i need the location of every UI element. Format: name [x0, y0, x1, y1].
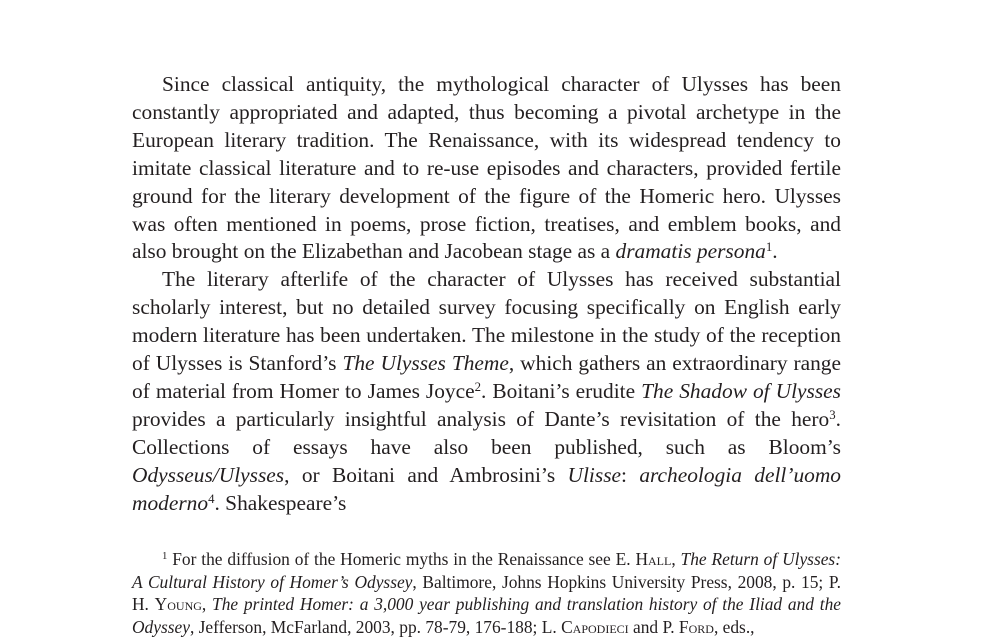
footnote-ref-3: 3	[829, 407, 836, 422]
footnote-1-comma-1: ,	[671, 549, 681, 569]
author-young: Young	[154, 594, 202, 615]
title-return-of-ulysses: The Return of Ulysses: A Cultural History of Homer’s Odyssey	[132, 549, 841, 592]
paragraph-2-text-a: The literary afterlife of the character of Ulysses has received substantial scholarly interest, but no detailed survey focusing specifically on English early modern literature has been undertaken. The milestone in the study of the reception of Ulysses is Stanford’s	[132, 267, 841, 376]
paragraph-1-end: .	[772, 239, 778, 264]
paragraph-2-text-d: provides a particularly insightful analysis of Dante’s revisitation of the hero	[132, 406, 830, 431]
italic-ulisse: Ulisse	[567, 462, 622, 487]
footnote-1-text-b: , Baltimore, Johns Hopkins University Press, 2008, p. 15; P. H.	[132, 571, 841, 615]
footnotes	[132, 548, 841, 638]
author-hall: Hall	[635, 549, 672, 569]
footnote-1-text-c: , Jefferson, McFarland, 2003, pp. 78-79, 176-188; L.	[189, 616, 562, 637]
italic-shadow-of-ulysses: The Shadow of Ulysses	[641, 378, 841, 403]
main-text	[132, 71, 841, 518]
paragraph-2-text-g: . Shakespeare’s	[214, 490, 347, 515]
paragraph-1-text: Since classical antiquity, the mythological character of Ulysses has been constantly appropriated and adapted, thus becoming a pivotal archetype in the European literary tradition. The Renaissance, with its widespread tendency to imitate classical literature and to re-use episodes and characters, provided fertile ground for the literary development of the figure of the Homeric hero. Ulysses was often mentioned in poems, prose fiction, treatises, and emblem books, and also brought on the Elizabethan and Jacobean stage as a	[132, 72, 841, 264]
paragraph-2-text-e: . Collections of essays have also been published, such as Bloom’s	[132, 406, 841, 459]
paragraph-2-text-c: . Boitani’s erudite	[481, 378, 642, 403]
title-printed-homer: The printed Homer: a 3,000 year publishing and translation history of the Iliad and the Odyssey	[132, 594, 841, 637]
author-ford: Ford	[678, 616, 714, 637]
footnote-1-text-a: For the diffusion of the Homeric myths in the Renaissance see E.	[167, 549, 636, 569]
italic-odysseus-ulysses: Odysseus/Ulysses	[132, 462, 285, 487]
footnote-1-comma-2: ,	[201, 594, 213, 615]
footnote-ref-4: 4	[208, 491, 215, 506]
paragraph-2-colon: :	[621, 462, 640, 487]
italic-archeologia: archeologia dell’uomo moderno	[132, 462, 841, 515]
footnote-1-text-e: , eds.,	[713, 616, 755, 637]
italic-ulysses-theme: The Ulysses Theme	[342, 351, 509, 376]
paragraph-1	[132, 71, 841, 266]
italic-dramatis-persona: dramatis persona	[615, 239, 766, 264]
paragraph-2-text-b: , which gathers an extraordinary range of material from Homer to James Joyce	[132, 351, 841, 403]
paragraph-2	[132, 266, 841, 517]
author-capodieci: Capodieci	[561, 616, 629, 637]
footnote-ref-1: 1	[765, 240, 773, 255]
footnote-1-text-d: and P.	[628, 616, 679, 637]
footnote-1-number: 1	[162, 550, 168, 563]
paragraph-2-text-f: , or Boitani and Ambrosini’s	[284, 462, 568, 487]
footnote-ref-2: 2	[474, 379, 482, 394]
footnote-1	[132, 548, 841, 638]
